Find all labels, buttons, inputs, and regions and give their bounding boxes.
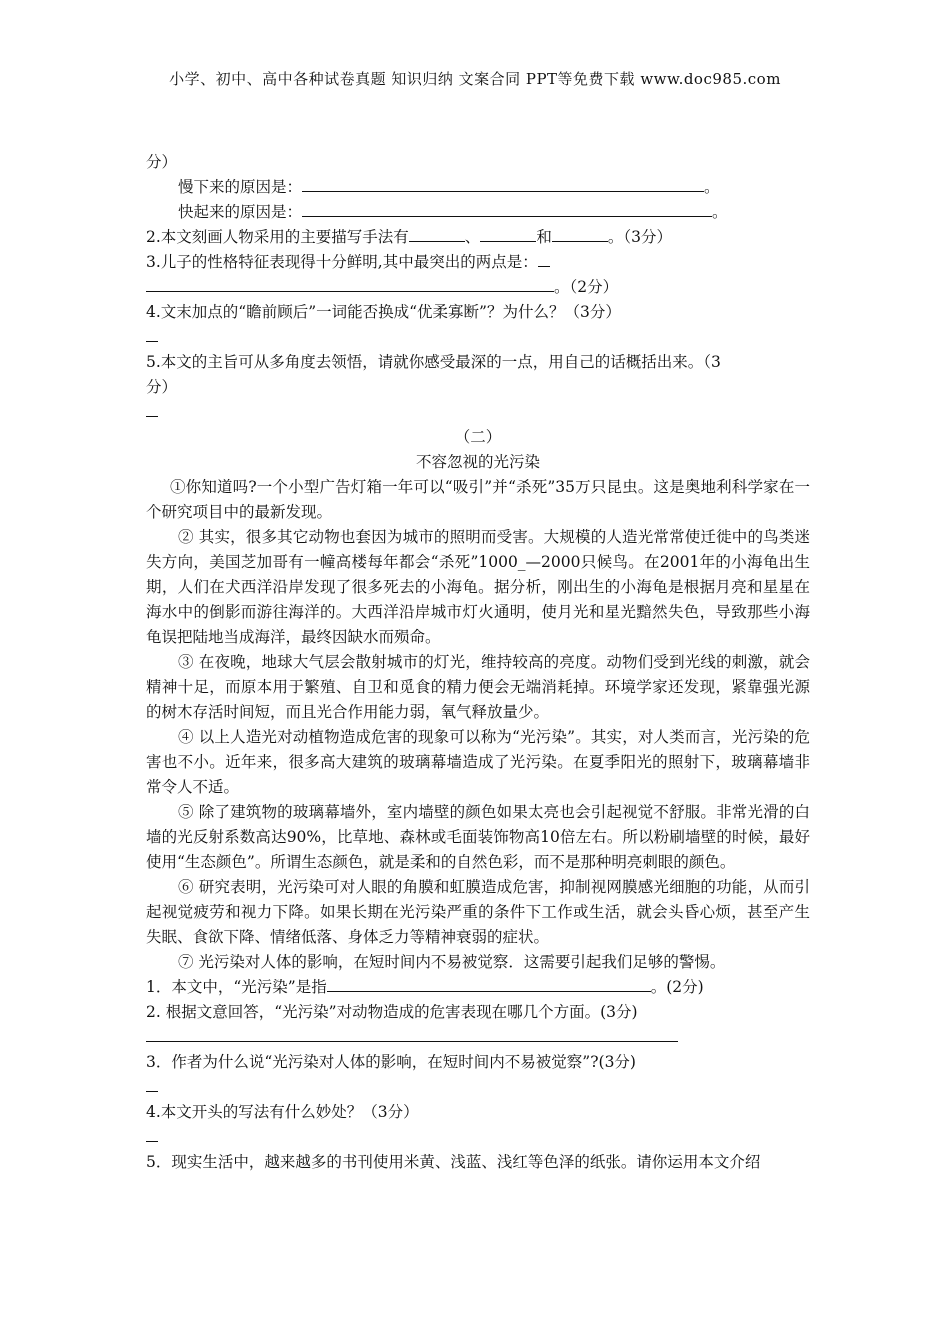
article-question-2-answer-tail[interactable] [670, 1025, 678, 1042]
article-title: 不容忽视的光污染 [415, 453, 540, 471]
question-3-answer-row [146, 275, 810, 300]
article-question-2-answer-blank[interactable] [146, 1025, 670, 1042]
article-paragraph-4: ④ 以上人造光对动植物造成危害的现象可以称为“光污染”。其实，对人类而言，光污染的危害也不小。近年来，很多高大建筑的玻璃幕墙造成了光污染。在夏季阳光的照射下，玻璃幕墙非常令人不适。 [146, 728, 810, 796]
question-4: 4.文末加点的“瞻前顾后”一词能否换成“优柔寡断”？为什么？（3分） [146, 303, 621, 321]
question-3 [146, 250, 810, 275]
question-2-text: 2.本文刻画人物采用的主要描写手法有 [146, 228, 409, 246]
fast-reason-blank[interactable] [302, 200, 712, 217]
question-3-score: 。（2分） [554, 278, 619, 296]
slow-reason-blank[interactable] [302, 175, 704, 192]
question-5-line-2: 分） [146, 378, 178, 396]
question-3-answer-blank[interactable] [146, 275, 554, 292]
section-number: （二） [454, 428, 502, 446]
question-2-blank-3[interactable] [552, 225, 608, 242]
page-header: 小学、初中、高中各种试卷真题 知识归纳 文案合同 PPT等免费下载 www.doc985.com [169, 70, 781, 88]
article-question-4-answer-row [146, 1125, 810, 1150]
question-3-text: 3.儿子的性格特征表现得十分鲜明,其中最突出的两点是： [146, 253, 538, 271]
article-paragraph-3: ③ 在夜晚，地球大气层会散射城市的灯光，维持较高的亮度。动物们受到光线的刺激，就会精神十足，而原本用于繁殖、自卫和觅食的精力便会无端消耗掉。环境学家还发现，紧靠强光源的树木存活时间短，而且光合作用能力弱，氧气释放量少。 [146, 653, 810, 721]
question-2-blank-1[interactable] [409, 225, 465, 242]
fast-reason-label: 快起来的原因是： [178, 203, 303, 221]
article-question-2: 2. 根据文意回答，“光污染”对动物造成的危害表现在哪几个方面。(3分) [146, 1003, 638, 1021]
question-2-sep-2: 和 [536, 228, 552, 246]
question-2-score: 。（3分） [607, 228, 672, 246]
question-2 [146, 225, 810, 250]
article-question-3: 3．作者为什么说“光污染对人体的影响，在短时间内不易被觉察”?(3分) [146, 1053, 636, 1071]
question-4-answer-row [146, 325, 810, 350]
question-5-answer-blank[interactable] [146, 400, 158, 417]
article-question-5: 5．现实生活中，越来越多的书刊使用米黄、浅蓝、浅红等色泽的纸张。请你运用本文介绍 [146, 1153, 761, 1171]
article-paragraph-2: ② 其实，很多其它动物也套因为城市的照明而受害。大规模的人造光常常使迁徙中的鸟类迷失方向，美国芝加哥有一幢高楼每年都会“杀死”1000_—2000只候鸟。在2001年的小海龟出生期，人们在犬西洋沿岸发现了很多死去的小海龟。据分析，刚出生的小海龟是根据月亮和星星在海水中的倒影而游往海洋的。大西洋沿岸城市灯火通明，使月光和星光黯然失色，导致那些小海龟误把陆地当成海洋，最终因缺水而殒命。 [146, 528, 810, 646]
article-paragraph-5: ⑤ 除了建筑物的玻璃幕墙外，室内墙壁的颜色如果太亮也会引起视觉不舒服。非常光滑的白墙的光反射系数高达90%，比草地、森林或毛面装饰物高10倍左右。所以粉刷墙壁的时候，最好使用“生态颜色”。所谓生态颜色，就是柔和的自然色彩，而不是那种明亮刺眼的颜色。 [146, 803, 810, 871]
fen-tail: 分） [146, 153, 178, 171]
article-question-1-text: 1．本文中，“光污染”是指 [146, 978, 327, 996]
exam-content [146, 150, 810, 1175]
question-3-blank-start[interactable] [538, 250, 550, 267]
article-question-4: 4.本文开头的写法有什么妙处？（3分） [146, 1103, 419, 1121]
slow-reason-label: 慢下来的原因是： [178, 178, 303, 196]
article-question-4-answer-blank[interactable] [146, 1125, 158, 1142]
slow-reason-row [146, 175, 810, 200]
slow-reason-period: 。 [704, 178, 720, 196]
article-question-3-answer-blank[interactable] [146, 1075, 158, 1092]
article-question-2-answer-row [146, 1025, 810, 1050]
fast-reason-row [146, 200, 810, 225]
article-question-1-score: 。(2分) [650, 978, 704, 996]
article-paragraph-1: ①你知道吗?一个小型广告灯箱一年可以“吸引”并“杀死”35万只昆虫。这是奥地利科学家在一个研究项目中的最新发现。 [146, 478, 810, 521]
question-5-line-1: 5.本文的主旨可从多角度去领悟，请就你感受最深的一点，用自己的话概括出来。（3 [146, 353, 721, 371]
question-2-blank-2[interactable] [480, 225, 536, 242]
article-question-3-answer-row [146, 1075, 810, 1100]
fast-reason-period: 。 [712, 203, 728, 221]
article-question-1-blank[interactable] [327, 975, 651, 992]
article-question-1 [146, 975, 810, 1000]
question-2-sep-1: 、 [464, 228, 481, 246]
article-paragraph-6: ⑥ 研究表明，光污染可对人眼的角膜和虹膜造成危害，抑制视网膜感光细胞的功能，从而引起视觉疲劳和视力下降。如果长期在光污染严重的条件下工作或生活，就会头昏心烦，甚至产生失眠、食欲下降、情绪低落、身体乏力等精神衰弱的症状。 [146, 878, 810, 946]
question-5-answer-row [146, 400, 810, 425]
article-paragraph-7: ⑦ 光污染对人体的影响，在短时间内不易被觉察．这需要引起我们足够的警惕。 [178, 953, 726, 971]
question-4-answer-blank[interactable] [146, 325, 158, 342]
